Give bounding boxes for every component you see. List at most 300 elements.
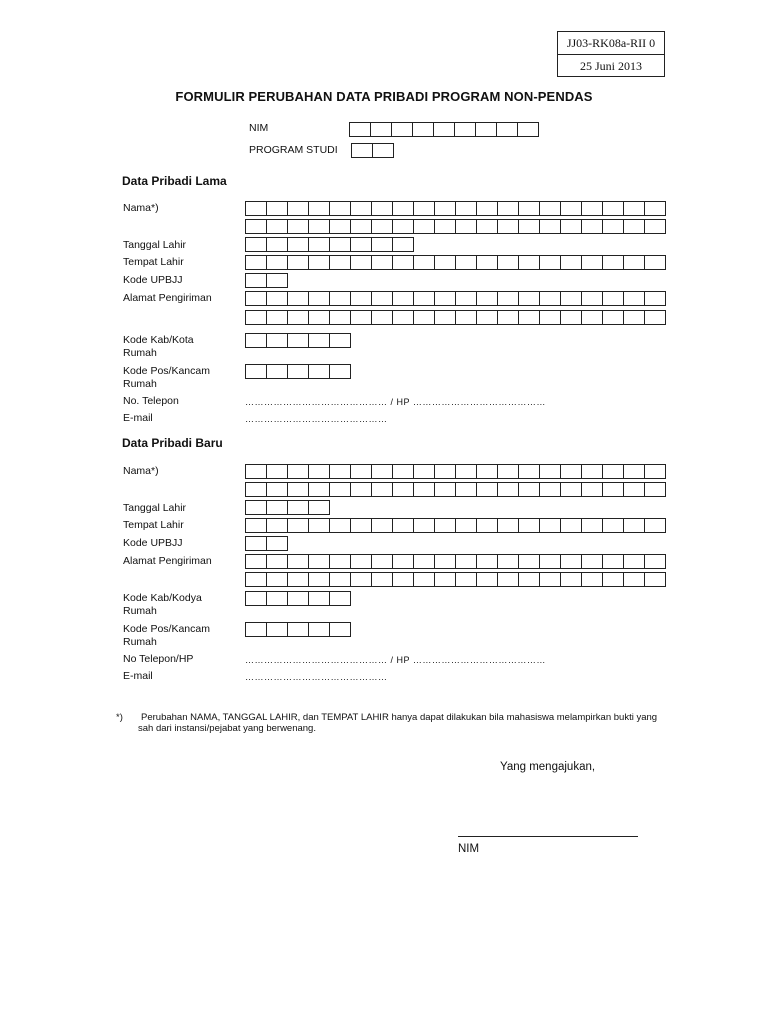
- char-box[interactable]: [477, 554, 498, 569]
- old-alamat-label: Alamat Pengiriman: [123, 292, 212, 304]
- char-box[interactable]: [393, 310, 414, 325]
- new-nama-label: Nama*): [123, 465, 159, 477]
- char-box[interactable]: [309, 591, 330, 606]
- old-tempat-lahir-input[interactable]: [245, 255, 666, 270]
- old-kode-pos-label-line2: Rumah: [123, 377, 157, 390]
- char-box[interactable]: [309, 201, 330, 216]
- char-box[interactable]: [330, 201, 351, 216]
- char-box[interactable]: [498, 464, 519, 479]
- char-box[interactable]: [330, 237, 351, 252]
- char-box[interactable]: [351, 291, 372, 306]
- char-box[interactable]: [372, 554, 393, 569]
- char-box[interactable]: [288, 518, 309, 533]
- char-box[interactable]: [561, 554, 582, 569]
- char-box[interactable]: [246, 255, 267, 270]
- char-box[interactable]: [582, 219, 603, 234]
- char-box[interactable]: [267, 237, 288, 252]
- char-box[interactable]: [352, 143, 373, 158]
- char-box[interactable]: [624, 310, 645, 325]
- char-box[interactable]: [267, 482, 288, 497]
- char-box[interactable]: [351, 310, 372, 325]
- char-box[interactable]: [267, 333, 288, 348]
- char-box[interactable]: [645, 518, 666, 533]
- char-box[interactable]: [603, 201, 624, 216]
- char-box[interactable]: [624, 554, 645, 569]
- char-box[interactable]: [603, 291, 624, 306]
- char-box[interactable]: [330, 591, 351, 606]
- char-box[interactable]: [309, 572, 330, 587]
- char-box[interactable]: [582, 291, 603, 306]
- char-box[interactable]: [435, 464, 456, 479]
- char-box[interactable]: [414, 518, 435, 533]
- char-box[interactable]: [246, 518, 267, 533]
- char-box[interactable]: [540, 518, 561, 533]
- char-box[interactable]: [372, 518, 393, 533]
- char-box[interactable]: [288, 219, 309, 234]
- char-box[interactable]: [267, 518, 288, 533]
- new-kode-pos-input[interactable]: [245, 622, 351, 637]
- char-box[interactable]: [582, 518, 603, 533]
- char-box[interactable]: [603, 310, 624, 325]
- char-box[interactable]: [267, 219, 288, 234]
- char-box[interactable]: [561, 219, 582, 234]
- char-box[interactable]: [246, 591, 267, 606]
- char-box[interactable]: [540, 554, 561, 569]
- char-box[interactable]: [309, 500, 330, 515]
- new-telepon-label: No Telepon/HP: [123, 653, 194, 665]
- char-box[interactable]: [267, 201, 288, 216]
- old-kode-kab-input[interactable]: [245, 333, 351, 348]
- old-telepon-label: No. Telepon: [123, 395, 179, 407]
- old-kode-upbjj-input[interactable]: [245, 273, 288, 288]
- char-box[interactable]: [330, 255, 351, 270]
- char-box[interactable]: [246, 464, 267, 479]
- char-box[interactable]: [309, 518, 330, 533]
- char-box[interactable]: [267, 273, 288, 288]
- char-box[interactable]: [477, 572, 498, 587]
- char-box[interactable]: [519, 464, 540, 479]
- char-box[interactable]: [519, 554, 540, 569]
- char-box[interactable]: [414, 464, 435, 479]
- char-box[interactable]: [435, 518, 456, 533]
- char-box[interactable]: [288, 201, 309, 216]
- char-box[interactable]: [498, 554, 519, 569]
- char-box[interactable]: [455, 122, 476, 137]
- char-box[interactable]: [603, 255, 624, 270]
- char-box[interactable]: [351, 482, 372, 497]
- char-box[interactable]: [498, 291, 519, 306]
- old-kode-pos-label-line1: Kode Pos/Kancam: [123, 365, 210, 377]
- char-box[interactable]: [561, 482, 582, 497]
- char-box[interactable]: [414, 291, 435, 306]
- char-box[interactable]: [456, 482, 477, 497]
- new-email-label: E-mail: [123, 670, 153, 682]
- char-box[interactable]: [645, 219, 666, 234]
- new-telepon-field[interactable]: ……………………………………… / HP ……………………………………: [245, 655, 546, 665]
- char-box[interactable]: [477, 291, 498, 306]
- char-box[interactable]: [582, 201, 603, 216]
- char-box[interactable]: [267, 622, 288, 637]
- char-box[interactable]: [246, 536, 267, 551]
- char-box[interactable]: [519, 572, 540, 587]
- new-kode-kab-input[interactable]: [245, 591, 351, 606]
- char-box[interactable]: [435, 572, 456, 587]
- program-studi-label: PROGRAM STUDI: [249, 144, 338, 156]
- char-box[interactable]: [497, 122, 518, 137]
- char-box[interactable]: [561, 291, 582, 306]
- char-box[interactable]: [309, 622, 330, 637]
- char-box[interactable]: [561, 518, 582, 533]
- char-box[interactable]: [246, 219, 267, 234]
- char-box[interactable]: [603, 219, 624, 234]
- char-box[interactable]: [267, 591, 288, 606]
- char-box[interactable]: [246, 237, 267, 252]
- document-code: JJ03-RK08a-RII 0: [558, 32, 664, 55]
- char-box[interactable]: [561, 201, 582, 216]
- old-nama-input-row-1[interactable]: [245, 201, 666, 216]
- char-box[interactable]: [498, 482, 519, 497]
- char-box[interactable]: [540, 572, 561, 587]
- new-data-heading: Data Pribadi Baru: [122, 436, 223, 450]
- char-box[interactable]: [288, 291, 309, 306]
- char-box[interactable]: [456, 255, 477, 270]
- char-box[interactable]: [582, 572, 603, 587]
- char-box[interactable]: [624, 572, 645, 587]
- char-box[interactable]: [288, 500, 309, 515]
- char-box[interactable]: [435, 219, 456, 234]
- char-box[interactable]: [498, 572, 519, 587]
- footnote-line-2: sah dari instansi/pejabat yang berwenang.: [138, 723, 316, 734]
- char-box[interactable]: [519, 518, 540, 533]
- old-nama-input-row-2[interactable]: [245, 219, 666, 234]
- char-box[interactable]: [371, 122, 392, 137]
- new-tanggal-lahir-label: Tanggal Lahir: [123, 502, 187, 514]
- char-box[interactable]: [393, 572, 414, 587]
- char-box[interactable]: [267, 364, 288, 379]
- char-box[interactable]: [624, 464, 645, 479]
- char-box[interactable]: [624, 291, 645, 306]
- char-box[interactable]: [645, 554, 666, 569]
- program-studi-input-grid[interactable]: [351, 143, 394, 158]
- char-box[interactable]: [393, 255, 414, 270]
- char-box[interactable]: [603, 482, 624, 497]
- char-box[interactable]: [540, 201, 561, 216]
- char-box[interactable]: [246, 482, 267, 497]
- char-box[interactable]: [477, 482, 498, 497]
- char-box[interactable]: [309, 364, 330, 379]
- char-box[interactable]: [330, 622, 351, 637]
- char-box[interactable]: [435, 255, 456, 270]
- char-box[interactable]: [624, 518, 645, 533]
- char-box[interactable]: [561, 255, 582, 270]
- char-box[interactable]: [267, 500, 288, 515]
- char-box[interactable]: [330, 333, 351, 348]
- char-box[interactable]: [519, 310, 540, 325]
- char-box[interactable]: [393, 201, 414, 216]
- char-box[interactable]: [330, 219, 351, 234]
- char-box[interactable]: [309, 310, 330, 325]
- new-tanggal-lahir-input[interactable]: [245, 500, 330, 515]
- char-box[interactable]: [477, 464, 498, 479]
- char-box[interactable]: [372, 464, 393, 479]
- new-alamat-input-row-2[interactable]: [245, 572, 666, 587]
- char-box[interactable]: [645, 255, 666, 270]
- char-box[interactable]: [603, 518, 624, 533]
- char-box[interactable]: [456, 291, 477, 306]
- char-box[interactable]: [330, 291, 351, 306]
- char-box[interactable]: [582, 310, 603, 325]
- char-box[interactable]: [267, 464, 288, 479]
- char-box[interactable]: [372, 291, 393, 306]
- char-box[interactable]: [414, 219, 435, 234]
- char-box[interactable]: [393, 291, 414, 306]
- char-box[interactable]: [309, 333, 330, 348]
- char-box[interactable]: [246, 333, 267, 348]
- char-box[interactable]: [477, 219, 498, 234]
- char-box[interactable]: [603, 464, 624, 479]
- char-box[interactable]: [372, 310, 393, 325]
- char-box[interactable]: [288, 464, 309, 479]
- char-box[interactable]: [498, 518, 519, 533]
- char-box[interactable]: [393, 219, 414, 234]
- new-email-field[interactable]: ………………………………………: [245, 672, 388, 682]
- char-box[interactable]: [267, 310, 288, 325]
- old-email-field[interactable]: ………………………………………: [245, 414, 388, 424]
- char-box[interactable]: [350, 122, 371, 137]
- char-box[interactable]: [582, 554, 603, 569]
- new-kode-pos-label-line1: Kode Pos/Kancam: [123, 623, 210, 635]
- char-box[interactable]: [330, 310, 351, 325]
- char-box[interactable]: [309, 482, 330, 497]
- char-box[interactable]: [434, 122, 455, 137]
- char-box[interactable]: [351, 201, 372, 216]
- signature-nim-label: NIM: [458, 843, 480, 855]
- char-box[interactable]: [435, 310, 456, 325]
- char-box[interactable]: [540, 219, 561, 234]
- old-data-heading: Data Pribadi Lama: [122, 174, 227, 188]
- char-box[interactable]: [476, 122, 497, 137]
- char-box[interactable]: [330, 364, 351, 379]
- char-box[interactable]: [582, 482, 603, 497]
- char-box[interactable]: [519, 201, 540, 216]
- char-box[interactable]: [645, 482, 666, 497]
- new-alamat-input-row-1[interactable]: [245, 554, 666, 569]
- char-box[interactable]: [540, 310, 561, 325]
- char-box[interactable]: [519, 219, 540, 234]
- char-box[interactable]: [456, 310, 477, 325]
- char-box[interactable]: [477, 518, 498, 533]
- char-box[interactable]: [645, 310, 666, 325]
- char-box[interactable]: [414, 201, 435, 216]
- char-box[interactable]: [267, 255, 288, 270]
- char-box[interactable]: [624, 219, 645, 234]
- char-box[interactable]: [372, 482, 393, 497]
- char-box[interactable]: [414, 572, 435, 587]
- char-box[interactable]: [373, 143, 394, 158]
- char-box[interactable]: [351, 237, 372, 252]
- char-box[interactable]: [645, 201, 666, 216]
- new-kode-upbjj-input[interactable]: [245, 536, 288, 551]
- char-box[interactable]: [603, 554, 624, 569]
- char-box[interactable]: [456, 219, 477, 234]
- char-box[interactable]: [477, 310, 498, 325]
- char-box[interactable]: [246, 201, 267, 216]
- char-box[interactable]: [351, 219, 372, 234]
- old-tanggal-lahir-input[interactable]: [245, 237, 414, 252]
- char-box[interactable]: [309, 291, 330, 306]
- char-box[interactable]: [392, 122, 413, 137]
- char-box[interactable]: [456, 518, 477, 533]
- char-box[interactable]: [519, 255, 540, 270]
- old-telepon-field[interactable]: ……………………………………… / HP ……………………………………: [245, 397, 546, 407]
- char-box[interactable]: [351, 572, 372, 587]
- char-box[interactable]: [393, 237, 414, 252]
- char-box[interactable]: [267, 291, 288, 306]
- char-box[interactable]: [624, 201, 645, 216]
- new-kode-pos-label-line2: Rumah: [123, 635, 157, 648]
- char-box[interactable]: [498, 219, 519, 234]
- document-date: 25 Juni 2013: [579, 59, 642, 73]
- char-box[interactable]: [414, 310, 435, 325]
- char-box[interactable]: [645, 572, 666, 587]
- char-box[interactable]: [582, 464, 603, 479]
- char-box[interactable]: [561, 464, 582, 479]
- char-box[interactable]: [246, 273, 267, 288]
- char-box[interactable]: [519, 482, 540, 497]
- char-box[interactable]: [603, 572, 624, 587]
- char-box[interactable]: [288, 591, 309, 606]
- char-box[interactable]: [372, 201, 393, 216]
- char-box[interactable]: [413, 122, 434, 137]
- old-tempat-lahir-label: Tempat Lahir: [123, 256, 184, 268]
- char-box[interactable]: [393, 482, 414, 497]
- char-box[interactable]: [414, 554, 435, 569]
- char-box[interactable]: [456, 464, 477, 479]
- char-box[interactable]: [288, 364, 309, 379]
- char-box[interactable]: [540, 464, 561, 479]
- new-kode-kab-label: [123, 592, 202, 617]
- char-box[interactable]: [456, 554, 477, 569]
- old-kode-pos-label: [123, 365, 210, 390]
- char-box[interactable]: [246, 622, 267, 637]
- old-kode-pos-input[interactable]: [245, 364, 351, 379]
- char-box[interactable]: [309, 219, 330, 234]
- new-nama-input-row-2[interactable]: [245, 482, 666, 497]
- char-box[interactable]: [267, 536, 288, 551]
- signature-line[interactable]: [458, 836, 638, 837]
- char-box[interactable]: [351, 464, 372, 479]
- char-box[interactable]: [561, 310, 582, 325]
- char-box[interactable]: [645, 291, 666, 306]
- char-box[interactable]: [518, 122, 539, 137]
- char-box[interactable]: [435, 554, 456, 569]
- char-box[interactable]: [456, 201, 477, 216]
- char-box[interactable]: [288, 333, 309, 348]
- char-box[interactable]: [372, 219, 393, 234]
- old-kode-kab-label: [123, 334, 194, 359]
- old-kode-kab-label-line2: Rumah: [123, 346, 157, 359]
- char-box[interactable]: [288, 482, 309, 497]
- old-alamat-input-row-2[interactable]: [245, 310, 666, 325]
- char-box[interactable]: [582, 255, 603, 270]
- char-box[interactable]: [393, 464, 414, 479]
- char-box[interactable]: [540, 291, 561, 306]
- char-box[interactable]: [351, 255, 372, 270]
- char-box[interactable]: [246, 364, 267, 379]
- new-kode-pos-label: [123, 623, 210, 648]
- char-box[interactable]: [288, 622, 309, 637]
- new-tempat-lahir-input[interactable]: [245, 518, 666, 533]
- char-box[interactable]: [267, 554, 288, 569]
- char-box[interactable]: [456, 572, 477, 587]
- new-nama-input-row-1[interactable]: [245, 464, 666, 479]
- char-box[interactable]: [645, 464, 666, 479]
- char-box[interactable]: [624, 482, 645, 497]
- char-box[interactable]: [330, 464, 351, 479]
- char-box[interactable]: [540, 255, 561, 270]
- footnote-text: [138, 712, 681, 734]
- char-box[interactable]: [330, 554, 351, 569]
- char-box[interactable]: [393, 554, 414, 569]
- char-box[interactable]: [246, 572, 267, 587]
- char-box[interactable]: [330, 518, 351, 533]
- old-kode-upbjj-label: Kode UPBJJ: [123, 274, 183, 286]
- char-box[interactable]: [246, 554, 267, 569]
- char-box[interactable]: [498, 310, 519, 325]
- char-box[interactable]: [624, 255, 645, 270]
- char-box[interactable]: [435, 482, 456, 497]
- char-box[interactable]: [288, 554, 309, 569]
- char-box[interactable]: [477, 201, 498, 216]
- char-box[interactable]: [288, 255, 309, 270]
- char-box[interactable]: [393, 518, 414, 533]
- char-box[interactable]: [435, 201, 456, 216]
- old-alamat-input-row-1[interactable]: [245, 291, 666, 306]
- char-box[interactable]: [288, 572, 309, 587]
- char-box[interactable]: [435, 291, 456, 306]
- char-box[interactable]: [246, 310, 267, 325]
- char-box[interactable]: [498, 255, 519, 270]
- char-box[interactable]: [351, 554, 372, 569]
- char-box[interactable]: [561, 572, 582, 587]
- char-box[interactable]: [351, 518, 372, 533]
- char-box[interactable]: [372, 237, 393, 252]
- char-box[interactable]: [267, 572, 288, 587]
- new-tempat-lahir-label: Tempat Lahir: [123, 519, 184, 531]
- char-box[interactable]: [330, 572, 351, 587]
- char-box[interactable]: [414, 482, 435, 497]
- char-box[interactable]: [309, 237, 330, 252]
- form-title: FORMULIR PERUBAHAN DATA PRIBADI PROGRAM NON-PENDAS: [175, 89, 593, 104]
- char-box[interactable]: [309, 554, 330, 569]
- char-box[interactable]: [246, 291, 267, 306]
- document-code-box: [557, 31, 665, 77]
- char-box[interactable]: [498, 201, 519, 216]
- char-box[interactable]: [288, 310, 309, 325]
- char-box[interactable]: [519, 291, 540, 306]
- char-box[interactable]: [309, 464, 330, 479]
- char-box[interactable]: [372, 255, 393, 270]
- nim-input-grid[interactable]: [349, 122, 539, 137]
- char-box[interactable]: [330, 482, 351, 497]
- char-box[interactable]: [414, 255, 435, 270]
- char-box[interactable]: [288, 237, 309, 252]
- char-box[interactable]: [372, 572, 393, 587]
- char-box[interactable]: [246, 500, 267, 515]
- char-box[interactable]: [540, 482, 561, 497]
- char-box[interactable]: [309, 255, 330, 270]
- char-box[interactable]: [477, 255, 498, 270]
